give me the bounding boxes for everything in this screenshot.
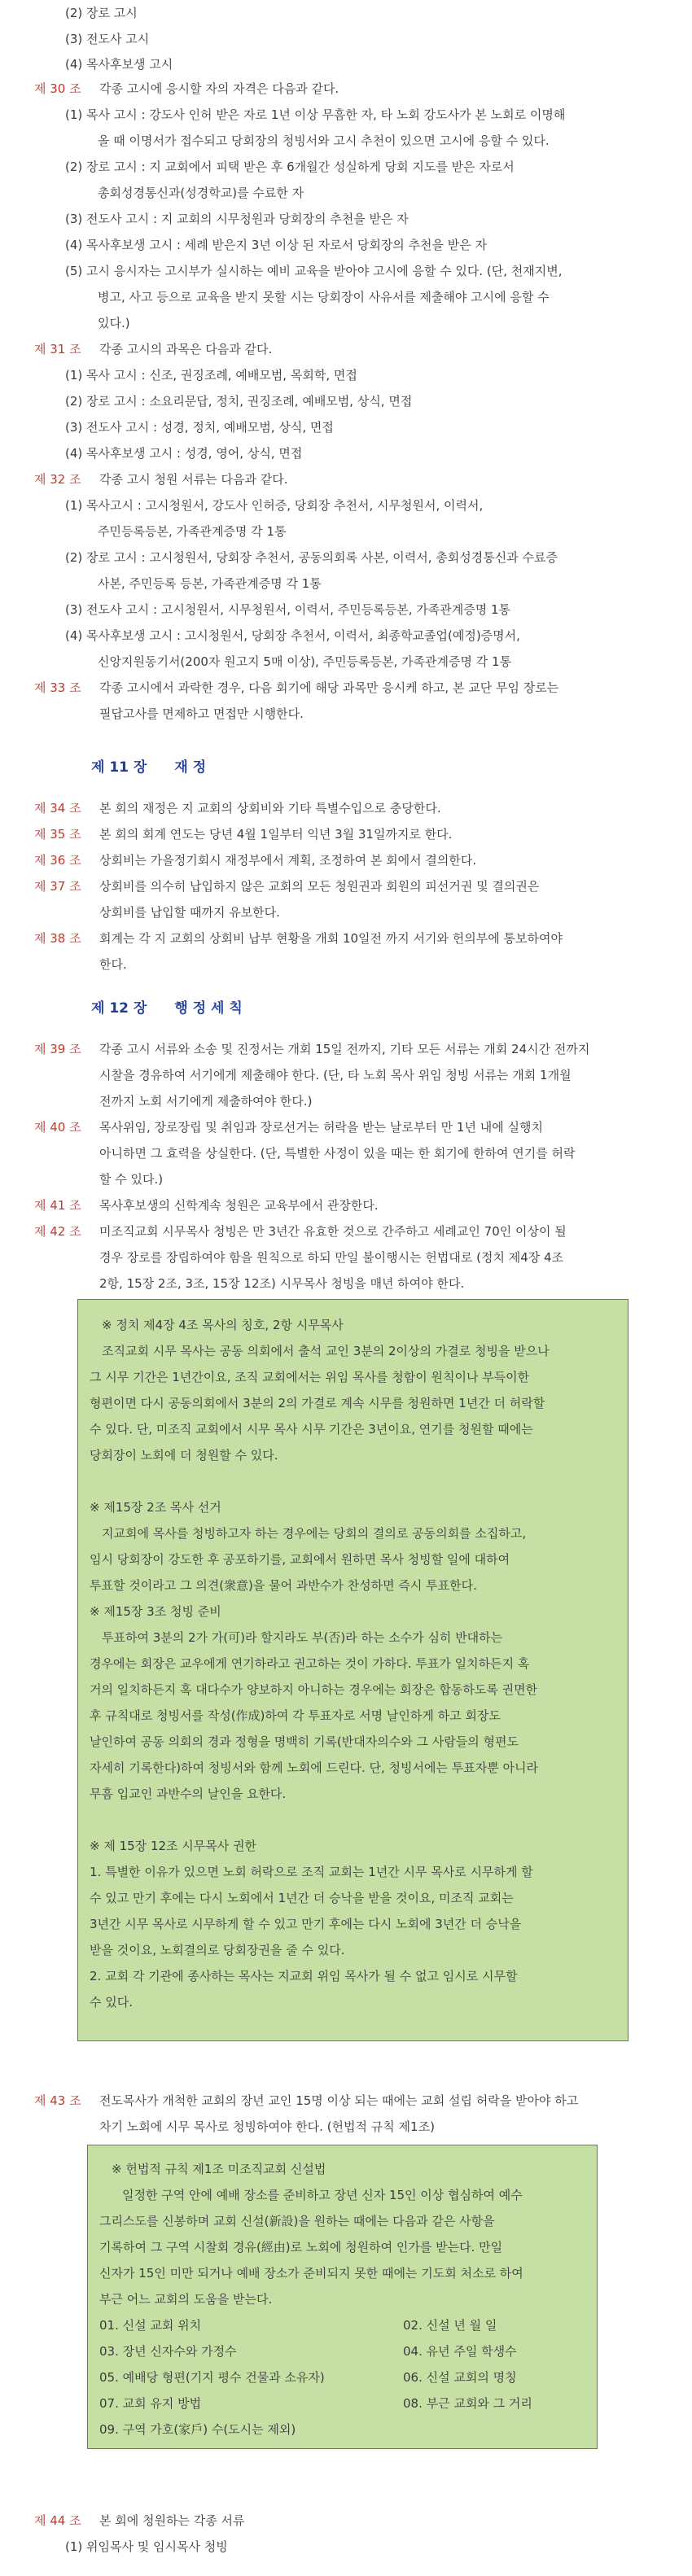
chapter-title: 재 정 (174, 759, 207, 776)
article-number: 제 39 조 (34, 1042, 81, 1056)
note-line: 07. 교회 유지 방법 (99, 2396, 202, 2411)
note-line: 형편이면 다시 공동의회에서 3분의 2의 가결로 계속 시무를 청원하면 1년간 더 허락할 (90, 1396, 545, 1410)
article-line (34, 2512, 245, 2530)
text-line: (1) 목사고시 : 고시청원서, 강도사 인허증, 당회장 추천서, 시무청원서, 이력서, (65, 498, 484, 513)
note-line: 투표하여 3분의 2가 가(可)라 할지라도 부(否)라 하는 소수가 심히 반대하는 (102, 1630, 503, 1645)
text-line: 올 때 이명서가 접수되고 당회장의 청빙서와 고시 추천이 있으면 고시에 응할 수 있다. (98, 133, 550, 148)
article-text: 본 회의 재정은 지 교회의 상회비와 기타 특별수입으로 충당한다. (99, 801, 441, 816)
text-line: 시찰을 경유하여 서기에게 제출해야 한다. (단, 타 노회 목사 위임 청빙 서류는 개회 1개월 (99, 1068, 572, 1082)
text-line: (3) 전도사 고시 : 고시청원서, 시무청원서, 이력서, 주민등록등본, 가족관계증명 1통 (65, 602, 511, 617)
text-line: 경우 장로를 장립하여야 함을 원칙으로 하되 만일 불이행시는 헌법대로 (정치 제4장 4조 (99, 1250, 564, 1265)
text-line: 총회성경통신과(성경학교)를 수료한 자 (98, 186, 304, 200)
article-line (34, 851, 477, 869)
text-line: (3) 전도사 고시 : 지 교회의 시무청원과 당회장의 추천을 받은 자 (65, 212, 409, 226)
article-text: 상회비는 가을정기회시 재정부에서 계획, 조정하여 본 회에서 결의한다. (99, 853, 477, 868)
text-line: 아니하면 그 효력을 상실한다. (단, 특별한 사정이 있을 때는 한 회기에 한하여 연기를 허락 (99, 1146, 576, 1161)
note-line: 조직교회 시무 목사는 공동 의회에서 출석 교인 3분의 2이상의 가결로 청빙을 받으나 (102, 1344, 550, 1358)
text-line: (3) 전도사 고시 (65, 32, 150, 46)
note-line: ※ 헌법적 규칙 제1조 미조직교회 신설법 (112, 2162, 326, 2176)
note-line: 수 있다. (90, 1995, 134, 2010)
text-line: 2항, 15장 2조, 3조, 15장 12조) 시무목사 청빙을 매년 하여야 한다. (99, 1276, 465, 1291)
note-line: 2. 교회 각 기관에 종사하는 목사는 지교회 위임 목사가 될 수 없고 임시로 시무할 (90, 1969, 518, 1983)
note-line: 무흠 입교인 과반수의 날인을 요한다. (90, 1787, 287, 1801)
article-line (34, 825, 453, 843)
note-line: 1. 특별한 이유가 있으면 노회 허락으로 조직 교회는 1년간 시무 목사로 시무하게 할 (90, 1865, 533, 1879)
chapter-heading (91, 996, 243, 1017)
note-line: 일정한 구역 안에 예배 장소를 준비하고 장년 신자 15인 이상 협심하여 예수 (122, 2188, 523, 2202)
article-text: 미조직교회 시무목사 청빙은 만 3년간 유효한 것으로 간주하고 세례교인 70인 이상이 될 (99, 1224, 567, 1239)
article-number: 제 33 조 (34, 680, 81, 695)
text-line: 사본, 주민등록 등본, 가족관계증명 각 1통 (98, 576, 322, 591)
article-number: 제 36 조 (34, 853, 81, 868)
note-line: 받을 것이요, 노회결의로 당회장권을 줄 수 있다. (90, 1943, 345, 1957)
note-line: 자세히 기록한다)하여 청빙서와 함께 노회에 드린다. 단, 청빙서에는 투표자뿐 아니라 (90, 1760, 538, 1775)
text-line: 할 수 있다.) (99, 1172, 164, 1187)
article-text: 전도목사가 개척한 교회의 장년 교인 15명 이상 되는 때에는 교회 설립 허락을 받아야 하고 (99, 2093, 579, 2108)
note-line: 수 있고 만기 후에는 다시 노회에서 1년간 더 승낙을 받을 것이요, 미조직 교회는 (90, 1891, 514, 1905)
note-line: 경우에는 회장은 교우에게 연기하라고 권고하는 것이 가하다. 투표가 일치하든지 혹 (90, 1656, 530, 1671)
article-number: 제 34 조 (34, 801, 81, 816)
text-line: (4) 목사후보생 고시 (65, 57, 173, 72)
text-line: 필답고사를 면제하고 면접만 시행한다. (99, 706, 304, 721)
note-line: ※ 정치 제4장 4조 목사의 칭호, 2항 시무목사 (102, 1318, 344, 1332)
article-text: 본 회의 회계 연도는 당년 4월 1일부터 익년 3월 31일까지로 한다. (99, 827, 453, 842)
article-number: 제 37 조 (34, 879, 81, 894)
note-line: 02. 신설 년 월 일 (403, 2318, 497, 2333)
text-line: 전까지 노회 서기에게 제출하여야 한다.) (99, 1094, 313, 1109)
note-line: 그리스도를 신봉하며 교회 신설(新設)을 원하는 때에는 다음과 같은 사항을 (99, 2214, 495, 2228)
article-line (34, 2092, 579, 2110)
article-number: 제 41 조 (34, 1198, 81, 1213)
text-line: 주민등록등본, 가족관계증명 각 1통 (98, 524, 287, 539)
article-number: 제 43 조 (34, 2093, 81, 2108)
article-text: 목사후보생의 신학계속 청원은 교육부에서 관장한다. (99, 1198, 379, 1213)
note-line: 08. 부근 교회와 그 거리 (403, 2396, 532, 2411)
note-line: 06. 신설 교회의 명칭 (403, 2370, 517, 2385)
note-line: 부근 어느 교회의 도움을 받는다. (99, 2292, 273, 2307)
note-line: ※ 제15장 3조 청빙 준비 (90, 1604, 221, 1619)
article-line (34, 1118, 543, 1136)
note-line: 당회장이 노회에 더 청원할 수 있다. (90, 1448, 278, 1463)
article-line (34, 80, 339, 98)
text-line: 한다. (99, 957, 127, 972)
text-line: (1) 위임목사 및 임시목사 청빙 (65, 2539, 228, 2554)
text-line: (5) 고시 응시자는 고시부가 실시하는 예비 교육을 받아야 고시에 응할 수 있다. (단, 천재지변, (65, 264, 563, 278)
note-line: 날인하여 공동 의회의 경과 정형을 명백히 기록(반대자의수와 그 사람들의 형편도 (90, 1734, 519, 1749)
article-number: 제 32 조 (34, 472, 81, 487)
note-line: 3년간 시무 목사로 시무하게 할 수 있고 만기 후에는 다시 노회에 3년간 더 승낙을 (90, 1917, 522, 1931)
article-number: 제 44 조 (34, 2513, 81, 2528)
text-line: (4) 목사후보생 고시 : 세례 받은지 3년 이상 된 자로서 당회장의 추천을 받은 자 (65, 238, 488, 252)
text-line: 차기 노회에 시무 목사로 청빙하여야 한다. (헌법적 규칙 제1조) (99, 2119, 435, 2134)
text-line: (3) 전도사 고시 : 성경, 정치, 예배모범, 상식, 면접 (65, 420, 334, 435)
text-line: (2) 장로 고시 : 지 교회에서 피택 받은 후 6개월간 성실하게 당회 지도를 받은 자로서 (65, 160, 515, 174)
chapter-heading (91, 755, 206, 776)
note-line: 임시 당회장이 강도한 후 공포하기를, 교회에서 원하면 목사 청빙할 일에 대하여 (90, 1552, 510, 1567)
article-line (34, 1040, 590, 1058)
article-text: 각종 고시에서 과락한 경우, 다음 회기에 해당 과목만 응시케 하고, 본 교단 무임 장로는 (99, 680, 559, 695)
note-line: 후 규칙대로 청빙서를 작성(作成)하여 각 투표자로 서명 날인하게 하고 회장도 (90, 1708, 501, 1723)
text-line: (1) 목사 고시 : 강도사 인허 받은 자로 1년 이상 무흠한 자, 타 노회 강도사가 본 노회로 이명해 (65, 107, 566, 122)
text-line: (2) 장로 고시 : 소요리문답, 정치, 권징조례, 예배모범, 상식, 면접 (65, 394, 413, 409)
text-line: (2) 장로 고시 : 고시청원서, 당회장 추천서, 공동의회록 사본, 이력서, 총회성경통신과 수료증 (65, 550, 558, 565)
chapter-number: 제 12 장 (91, 1000, 147, 1017)
note-line: 09. 구역 가호(家戶) 수(도시는 제외) (99, 2422, 296, 2437)
article-text: 상회비를 의수히 납입하지 않은 교회의 모든 청원권과 회원의 피선거권 및 결의권은 (99, 879, 540, 894)
article-text: 각종 고시에 응시할 자의 자격은 다음과 같다. (99, 81, 339, 96)
text-line: 신앙지원동기서(200자 원고지 5매 이상), 주민등록등본, 가족관계증명 각 1통 (98, 654, 512, 669)
note-line: ※ 제 15장 12조 시무목사 권한 (90, 1839, 256, 1853)
article-number: 제 40 조 (34, 1120, 81, 1135)
article-line (34, 799, 441, 817)
note-line: 03. 장년 신자수와 가정수 (99, 2344, 237, 2359)
text-line: (2) 장로 고시 (65, 6, 138, 20)
note-line: 05. 예배당 형편(기지 평수 건물과 소유자) (99, 2370, 325, 2385)
article-text: 각종 고시 청원 서류는 다음과 같다. (99, 472, 288, 487)
article-line (34, 1222, 567, 1240)
text-line: (1) 목사 고시 : 신조, 권징조례, 예배모범, 목회학, 면접 (65, 368, 357, 383)
article-number: 제 42 조 (34, 1224, 81, 1239)
text-line: (4) 목사후보생 고시 : 고시청원서, 당회장 추천서, 이력서, 최종학교졸업(예정)증명서, (65, 628, 520, 643)
note-line: 신자가 15인 미만 되거나 예배 장소가 준비되지 못한 때에는 기도회 처소로 하여 (99, 2266, 523, 2281)
chapter-title: 행 정 세 칙 (174, 1000, 243, 1017)
text-line: 상회비를 납입할 때까지 유보한다. (99, 905, 280, 920)
article-text: 각종 고시 서류와 소송 및 진정서는 개회 15일 전까지, 기타 모든 서류는 개회 24시간 전까지 (99, 1042, 590, 1056)
article-line (34, 470, 288, 488)
article-line (34, 1196, 379, 1214)
article-line (34, 877, 540, 895)
note-line: 그 시무 기간은 1년간이요, 조직 교회에서는 위임 목사를 청함이 원칙이나 부득이한 (90, 1370, 530, 1384)
note-line: ※ 제15장 2조 목사 선거 (90, 1500, 221, 1515)
note-line: 거의 일치하든지 혹 대다수가 양보하지 아니하는 경우에는 회장은 합동하도록 권면한 (90, 1682, 538, 1697)
article-number: 제 30 조 (34, 81, 81, 96)
article-text: 본 회에 청원하는 각종 서류 (99, 2513, 245, 2528)
note-line: 투표할 것이라고 그 의견(衆意)을 물어 과반수가 찬성하면 즉시 투표한다. (90, 1578, 477, 1593)
text-line: (4) 목사후보생 고시 : 성경, 영어, 상식, 면접 (65, 446, 303, 461)
article-number: 제 35 조 (34, 827, 81, 842)
article-line (34, 929, 563, 947)
chapter-number: 제 11 장 (91, 759, 147, 776)
note-line: 04. 유년 주일 학생수 (403, 2344, 517, 2359)
article-text: 목사위임, 장로장립 및 취임과 장로선거는 허락을 받는 날로부터 만 1년 내에 실행치 (99, 1120, 543, 1135)
text-line: 있다.) (98, 316, 130, 330)
article-number: 제 38 조 (34, 931, 81, 946)
note-line: 지교회에 목사를 청빙하고자 하는 경우에는 당회의 결의로 공동의회를 소집하고, (102, 1526, 527, 1541)
article-text: 각종 고시의 과목은 다음과 같다. (99, 342, 273, 356)
text-line: 병고, 사고 등으로 교육을 받지 못할 시는 당회장이 사유서를 제출해야 고시에 응할 수 (98, 290, 550, 304)
article-text: 회계는 각 지 교회의 상회비 납부 현황을 개회 10일전 까지 서기와 헌의부에 통보하여야 (99, 931, 563, 946)
note-line: 01. 신설 교회 위치 (99, 2318, 202, 2333)
article-line (34, 340, 273, 358)
article-line (34, 679, 559, 697)
note-line: 수 있다. 단, 미조직 교회에서 시무 목사 시무 기간은 3년이요, 연기를 청원할 때에는 (90, 1422, 533, 1437)
article-number: 제 31 조 (34, 342, 81, 356)
note-line: 기록하여 그 구역 시찰회 경유(經由)로 노회에 청원하여 인가를 받는다. 만일 (99, 2240, 503, 2255)
